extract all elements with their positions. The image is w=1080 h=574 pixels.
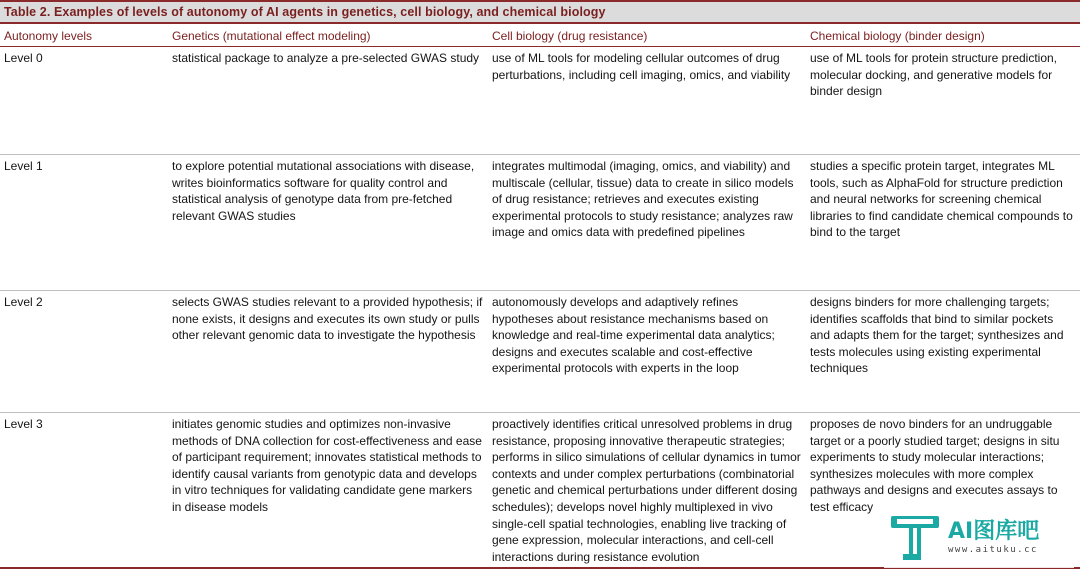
level-cell: Level 0 (0, 47, 168, 155)
header-genetics: Genetics (mutational effect modeling) (168, 24, 488, 47)
level-cell: Level 3 (0, 413, 168, 569)
aituku-logo-icon (888, 510, 942, 564)
cell-biology-cell: use of ML tools for modeling cellular outcomes of drug perturbations, including cell imaging, omics, and viability (488, 47, 806, 155)
table-row (0, 47, 1080, 155)
level-cell: Level 1 (0, 155, 168, 291)
watermark-title: AI图库吧 (948, 519, 1040, 544)
table-row (0, 155, 1080, 291)
genetics-cell: selects GWAS studies relevant to a provided hypothesis; if none exists, it designs and executes its own study or pulls other relevant genomic data to investigate the hypothesis (168, 291, 488, 413)
header-autonomy-levels: Autonomy levels (0, 24, 168, 47)
table-row (0, 291, 1080, 413)
chemical-biology-cell: designs binders for more challenging targets; identifies scaffolds that bind to similar pockets and adapts them for the target; synthesizes and tests molecules using existing experimental techniques (806, 291, 1080, 413)
table-caption: Table 2. Examples of levels of autonomy of AI agents in genetics, cell biology, and chemical biology (4, 5, 606, 19)
table-header-row (0, 24, 1080, 47)
cell-biology-cell: integrates multimodal (imaging, omics, and viability) and multiscale (cellular, tissue) data to create in silico models of drug resistance; retrieves and executes existing experimental protocols to study resistance; analyzes raw image and omics data with predefined pipelines (488, 155, 806, 291)
watermark-url: www.aituku.cc (948, 545, 1038, 555)
cell-biology-cell: proactively identifies critical unresolved problems in drug resistance, proposing innovative therapeutic strategies; performs in silico simulations of cellular dynamics in tumor contexts and under complex perturbations (combinatorial genetic and chemical perturbations under different dosing schedules); develops novel highly multiplexed in vivo single-cell spatial technologies, enabling live tracking of gene expression, molecular interactions, and cell-cell interactions during resistance evolution (488, 413, 806, 569)
genetics-cell: to explore potential mutational associations with disease, writes bioinformatics software for quality control and statistical analysis of genotype data from pre-fetched relevant GWAS studies (168, 155, 488, 291)
genetics-cell: statistical package to analyze a pre-selected GWAS study (168, 47, 488, 155)
table-caption-bar (0, 0, 1080, 24)
header-cell-biology: Cell biology (drug resistance) (488, 24, 806, 47)
level-cell: Level 2 (0, 291, 168, 413)
chemical-biology-cell: studies a specific protein target, integrates ML tools, such as AlphaFold for structure prediction and neural networks for screening chemical libraries to find candidate chemical compounds to bind to the target (806, 155, 1080, 291)
cell-biology-cell: autonomously develops and adaptively refines hypotheses about resistance mechanisms based on knowledge and real-time experimental data analytics; designs and executes scalable and cost-effective experimental protocols with experts in the loop (488, 291, 806, 413)
header-chemical-biology: Chemical biology (binder design) (806, 24, 1080, 47)
genetics-cell: initiates genomic studies and optimizes non-invasive methods of DNA collection for cost-effectiveness and ease of participant requirement; innovates statistical methods to identify causal variants from genotypic data and develops in vitro techniques for validating candidate gene markers in disease models (168, 413, 488, 569)
autonomy-levels-table (0, 24, 1080, 569)
watermark (884, 506, 1074, 568)
chemical-biology-cell: use of ML tools for protein structure prediction, molecular docking, and generative models for binder design (806, 47, 1080, 155)
chemical-biology-cell: proposes de novo binders for an undruggable target or a poorly studied target; designs in situ experiments to study molecular interactions; synthesizes molecules with more complex pathways and designs and executes assays to test efficacy (806, 413, 1080, 569)
